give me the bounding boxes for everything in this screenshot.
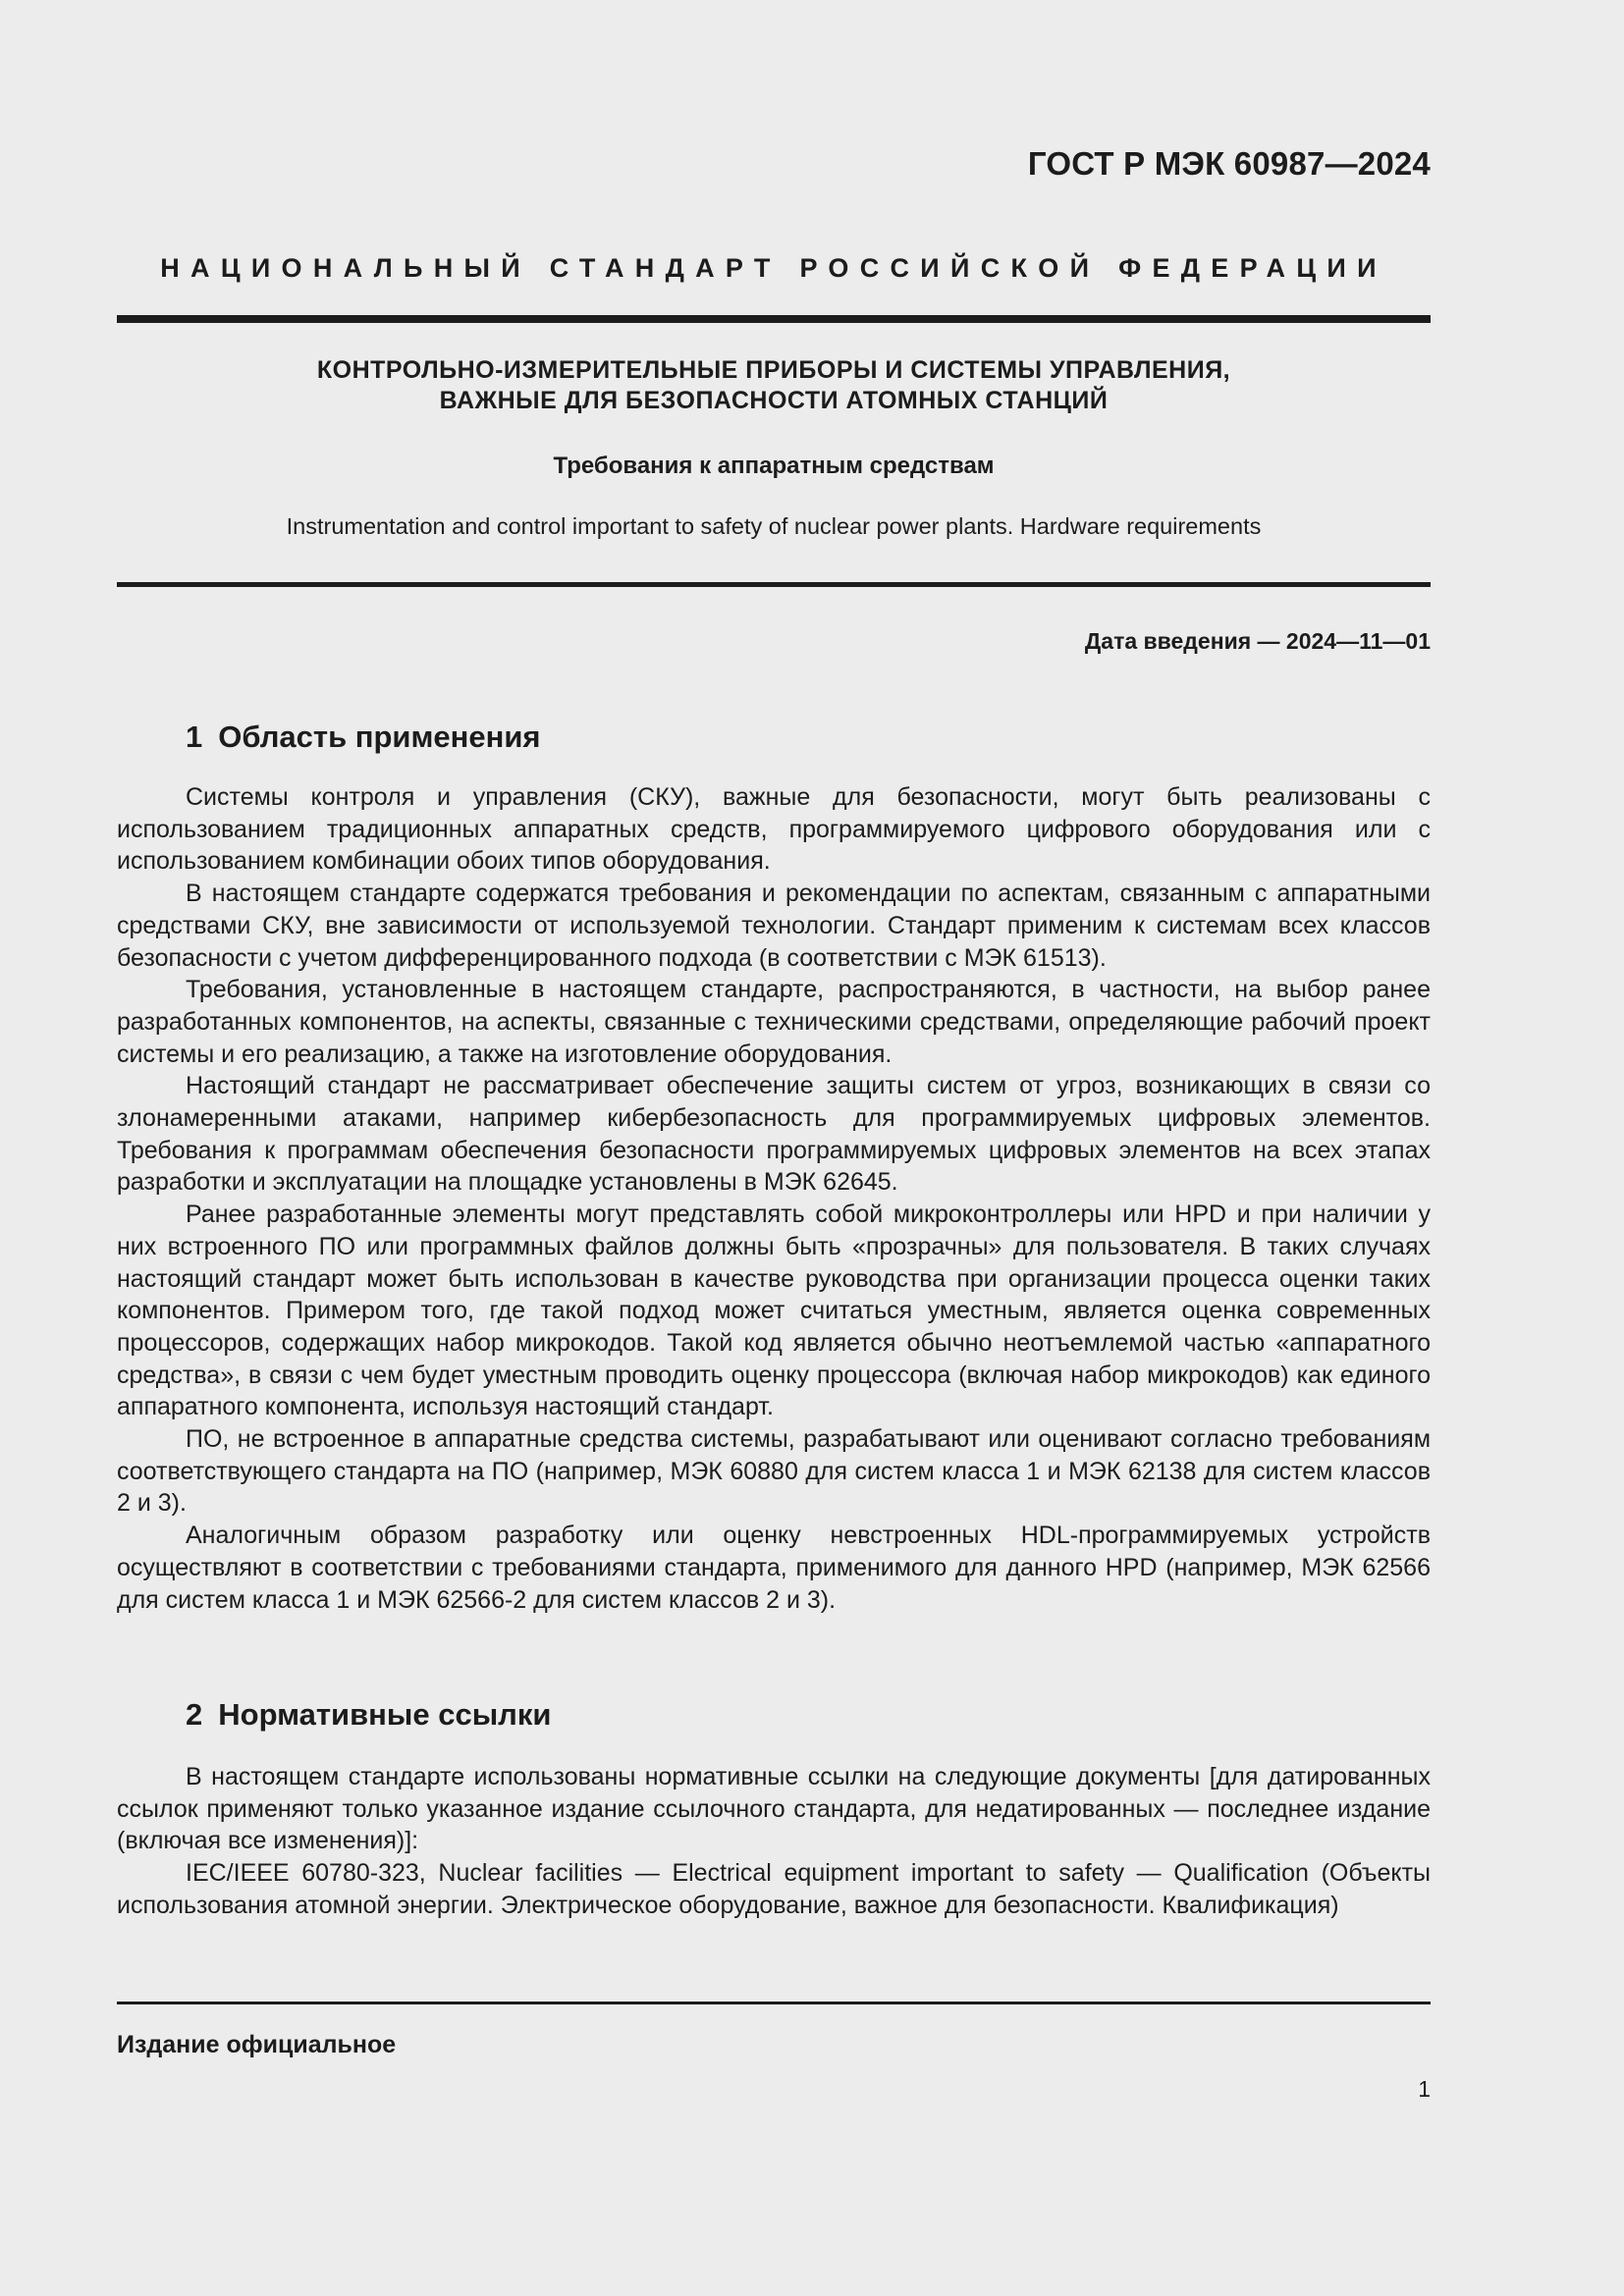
footer-divider [117,2002,1431,2004]
section-number: 2 [186,1697,203,1732]
section-1-body [117,781,1431,1616]
paragraph: Ранее разработанные элементы могут представлять собой микроконтроллеры или HPD и при наличии у них встроенного ПО или программных файлов должны быть «прозрачны» для пользователя. В таких случаях настоящий стандарт может быть использован в качестве руководства при организации процесса оценки таких компонентов. Примером того, где такой подход может считаться уместным, является оценка современных процессоров, содержащих набор микрокодов. Такой код является обычно неотъемлемой частью «аппаратного средства», в связи с чем будет уместным проводить оценку процессора (включая набор микрокодов) как единого аппаратного компонента, используя настоящий стандарт. [117,1201,1431,1421]
top-divider [117,315,1431,323]
paragraph: Настоящий стандарт не рассматривает обеспечение защиты систем от угроз, возникающих в связи со злонамеренными атаками, например кибербезопасность для программируемых цифровых элементов. Требования к программам обеспечения безопасности программируемых цифровых элементов на всех этапах разработки и эксплуатации на площадке установлены в МЭК 62645. [117,1072,1431,1197]
section-title: Нормативные ссылки [218,1697,552,1732]
section-number: 1 [186,720,203,754]
section-2-body [117,1761,1431,1922]
paragraph: ПО, не встроенное в аппаратные средства системы, разрабатывают или оценивают согласно требованиям соответствующего стандарта на ПО (например, МЭК 60880 для систем класса 1 и МЭК 62138 для систем классов 2 и 3). [117,1425,1431,1518]
title-divider [117,582,1431,587]
section-heading-1 [186,720,541,755]
standard-designation: ГОСТ Р МЭК 60987—2024 [1027,145,1431,182]
paragraph: В настоящем стандарте использованы нормативные ссылки на следующие документы [для датированных ссылок применяют только указанное издание ссылочного стандарта, для недатированных — последнее издание (включая все изменения)]: [117,1763,1431,1855]
page-number: 1 [1418,2076,1431,2102]
document-title [117,355,1431,416]
document-title-line-2: ВАЖНЫЕ ДЛЯ БЕЗОПАСНОСТИ АТОМНЫХ СТАНЦИЙ [439,387,1109,414]
paragraph: IEC/IEEE 60780-323, Nuclear facilities — Electrical equipment important to safety — Qualification (Объекты использования атомной энергии. Электрическое оборудование, важное для безопасности. Квалификация) [117,1859,1431,1919]
section-heading-2 [186,1697,551,1733]
official-edition-label: Издание официальное [117,2031,397,2058]
document-title-line-1: КОНТРОЛЬНО-ИЗМЕРИТЕЛЬНЫЕ ПРИБОРЫ И СИСТЕМЫ УПРАВЛЕНИЯ, [316,356,1231,384]
section-title: Область применения [218,720,541,754]
national-standard-banner: НАЦИОНАЛЬНЫЙ СТАНДАРТ РОССИЙСКОЙ ФЕДЕРАЦИИ [160,253,1387,283]
paragraph: В настоящем стандарте содержатся требования и рекомендации по аспектам, связанным с аппаратными средствами СКУ, вне зависимости от используемой технологии. Стандарт применим к системам всех классов безопасности с учетом дифференцированного подхода (в соответствии с МЭК 61513). [117,880,1431,972]
paragraph: Системы контроля и управления (СКУ), важные для безопасности, могут быть реализованы с использованием традиционных аппаратных средств, программируемого цифрового оборудования или с использованием комбинации обоих типов оборудования. [117,783,1431,876]
english-title: Instrumentation and control important to safety of nuclear power plants. Hardware requirements [286,513,1262,539]
paragraph: Требования, установленные в настоящем стандарте, распространяются, в частности, на выбор ранее разработанных компонентов, на аспекты, связанные с техническими средствами, определяющие рабочий проект системы и его реализацию, а также на изготовление оборудования. [117,976,1431,1068]
document-subtitle: Требования к аппаратным средствам [553,453,995,479]
introduction-date: Дата введения — 2024—11—01 [1084,628,1431,654]
paragraph: Аналогичным образом разработку или оценку невстроенных HDL-программируемых устройств осуществляют в соответствии с требованиями стандарта, применимого для данного HPD (например, МЭК 62566 для систем класса 1 и МЭК 62566-2 для систем классов 2 и 3). [117,1522,1431,1614]
